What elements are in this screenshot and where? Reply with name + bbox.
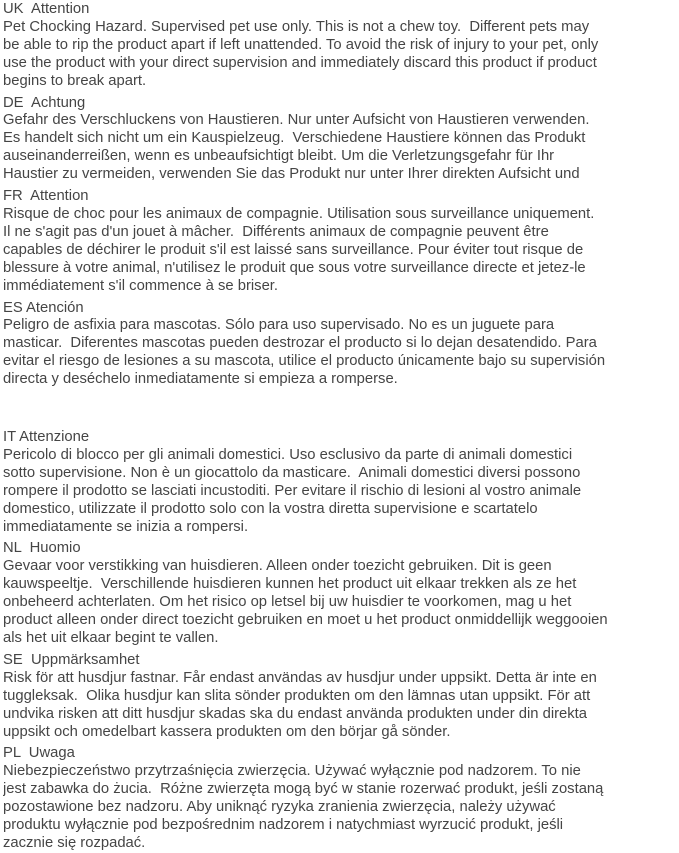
section-language-header: DE Achtung	[3, 94, 86, 111]
section-language-header: PL Uwaga	[3, 745, 75, 762]
warning-section-fr	[3, 188, 679, 295]
text-line: rompere il prodotto se lasciati incustoditi. Per evitare il rischio di lesioni al vostro animale	[3, 482, 582, 499]
text-line: tuggleksak. Olika husdjur kan slita sönder produkten om den lämnas utan uppsikt. För att	[3, 687, 591, 704]
text-line: Gevaar voor verstikking van huisdieren. Alleen onder toezicht gebruiken. Dit is geen	[3, 558, 552, 575]
warning-section-uk	[3, 1, 679, 91]
section-body	[3, 112, 679, 184]
text-line: product alleen onder direct toezicht gebruiken en moet u het product onmiddellijk weggooien	[3, 612, 608, 629]
section-language-header: UK Attention	[3, 1, 90, 17]
warning-label-document	[3, 1, 679, 853]
text-line: jest zabawka do żucia. Różne zwierzęta mogą być w stanie rozerwać produkt, jeśli zostaną	[3, 781, 604, 798]
text-line: evitar el riesgo de lesiones a su mascota, utilice el producto únicamente bajo su supervisión	[3, 353, 606, 370]
section-language-header: SE Uppmärksamhet	[3, 651, 140, 668]
text-line: Haustier zu vermeiden, verwenden Sie das Produkt nur unter Ihrer direkten Aufsicht und	[3, 166, 580, 183]
text-line: Gefahr des Verschluckens von Haustieren. Nur unter Aufsicht von Haustieren verwenden.	[3, 112, 590, 129]
section-language-header: FR Attention	[3, 188, 89, 205]
text-line: directa y deséchelo inmediatamente si empieza a romperse.	[3, 371, 398, 388]
text-line: Es handelt sich nicht um ein Kauspielzeug. Verschiedene Haustiere können das Produkt	[3, 130, 586, 147]
text-line: capables de déchirer le produit s'il est laissé sans surveillance. Pour éviter tout risque de	[3, 241, 584, 258]
text-line: blessure à votre animal, n'utilisez le produit que sous votre surveillance directe et jetez-le	[3, 259, 586, 276]
text-line: immédiatement s'il commence à se briser.	[3, 277, 279, 294]
section-body	[3, 670, 679, 742]
text-line: kauwspeeltje. Verschillende huisdieren kunnen het product uit elkaar trekken als ze het	[3, 576, 577, 593]
section-body	[3, 558, 679, 648]
warning-section-nl	[3, 540, 679, 647]
text-line: onbeheerd achterlaten. Om het risico op letsel bij uw huisdier te voorkomen, mag u het	[3, 594, 572, 611]
section-body	[3, 206, 679, 296]
text-line: Risque de choc pour les animaux de compagnie. Utilisation sous surveillance uniquement.	[3, 205, 595, 222]
text-line: masticar. Diferentes mascotas pueden destrozar el producto si lo dejan desatendido. Para	[3, 335, 597, 352]
warning-section-de	[3, 95, 679, 185]
text-line: Pet Chocking Hazard. Supervised pet use only. This is not a chew toy. Different pets may	[3, 18, 590, 35]
section-language-header: IT Attenzione	[3, 429, 90, 446]
text-line: pozostawione bez nadzoru. Aby uniknąć ryzyka zranienia zwierzęcia, należy używać	[3, 799, 556, 816]
text-line: auseinanderreißen, wenn es unbeaufsichtigt bleibt. Um die Verletzungsgefahr für Ihr	[3, 148, 555, 165]
text-line: Pericolo di blocco per gli animali domestici. Uso esclusivo da parte di animali domestici	[3, 446, 573, 463]
text-line: domestico, utilizzate il prodotto solo con la vostra diretta supervisione e scartatelo	[3, 500, 538, 517]
text-line: Niebezpieczeństwo przytrzaśnięcia zwierzęcia. Używać wyłącznie pod nadzorem. To nie	[3, 763, 581, 780]
text-line: uppsikt och omedelbart kassera produkten om den börjar gå sönder.	[3, 723, 451, 740]
warning-section-se	[3, 652, 679, 742]
text-line: sotto supervisione. Non è un giocattolo da masticare. Animali domestici diversi possono	[3, 464, 581, 481]
warning-section-es	[3, 300, 679, 390]
section-language-header: NL Huomio	[3, 540, 81, 557]
text-line: Risk för att husdjur fastnar. Får endast användas av husdjur under uppsikt. Detta är inte en	[3, 669, 597, 686]
warning-section-it	[3, 429, 679, 536]
text-line: Peligro de asfixia para mascotas. Sólo para uso supervisado. No es un juguete para	[3, 317, 555, 334]
text-line: use the product with your direct supervision and immediately discard this product if product	[3, 54, 597, 71]
section-body	[3, 763, 679, 853]
text-line: undvika risken att ditt husdjur skadas ska du endast använda produkten under din direkta	[3, 705, 588, 722]
text-line: produktu wyłącznie pod bezpośrednim nadzorem i natychmiast wyrzucić produkt, jeśli	[3, 817, 564, 834]
text-line: Il ne s'agit pas d'un jouet à mâcher. Différents animaux de compagnie peuvent être	[3, 223, 549, 240]
warning-section-pl	[3, 745, 679, 852]
text-line: als het uit elkaar begint te vallen.	[3, 630, 219, 646]
section-body	[3, 317, 679, 389]
section-body	[3, 19, 679, 91]
text-line: be able to rip the product apart if left unattended. To avoid the risk of injury to your pet, only	[3, 36, 599, 53]
section-language-header: ES Atención	[3, 299, 84, 316]
text-line: immediatamente se inizia a rompersi.	[3, 518, 249, 535]
section-body	[3, 447, 679, 537]
text-line: zacznie się rozpadać.	[3, 834, 146, 851]
text-line: begins to break apart.	[3, 72, 147, 89]
